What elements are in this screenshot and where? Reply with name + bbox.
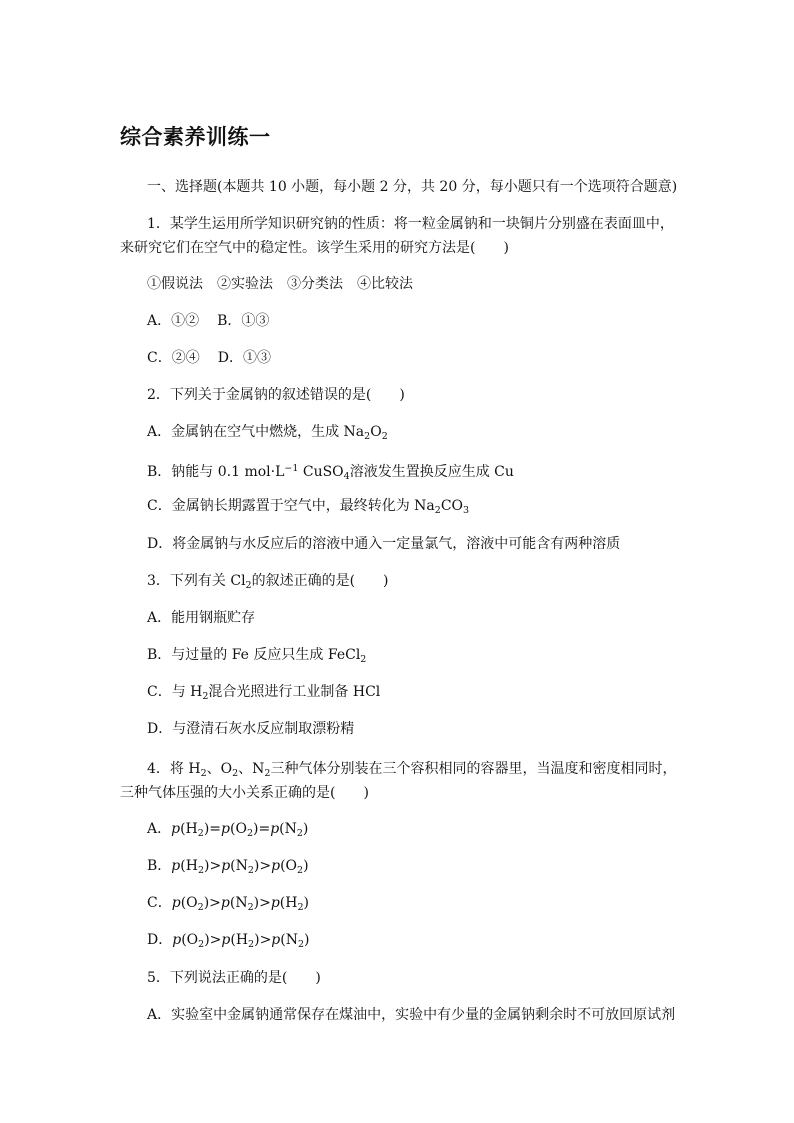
q2-option-d: D．将金属钠与水反应后的溶液中通入一定量氯气，溶液中可能含有两种溶质: [147, 536, 621, 552]
q2-option-b: B．钠能与 0.1 $mol\cdot L^{-1}$ CuSO$_4$溶液发生置换反应生成 Cu: [147, 463, 514, 482]
q1-option-b: B．①③: [217, 313, 270, 329]
page-title: 综合素养训练一: [120, 125, 271, 149]
q1-methods: ①假说法 ②实验法 ③分类法 ④比较法: [147, 276, 413, 292]
q3-option-b: B．与过量的 Fe 反应只生成 FeCl$_2$: [147, 647, 367, 665]
q1-option-a: A．①②: [147, 313, 200, 329]
q2-option-c: C．金属钠长期露置于空气中，最终转化为 $Na_2CO_3$: [147, 498, 470, 516]
section-heading: 一、选择题(本题共 10 小题，每小题 2 分，共 20 分，每小题只有一个选项符合题意): [147, 179, 678, 195]
q1-options-ab: [147, 310, 269, 332]
q4-stem-line1: 4．将 $H_2$、$O_2$、$N_2$三种气体分别装在三个容积相同的容器里，当温度和密度相同时，: [147, 761, 677, 779]
q1-stem-line2: 来研究它们在空气中的稳定性。该学生采用的研究方法是( ): [120, 240, 509, 256]
q4-option-d: D．$p(O_2)>p(H_2)>p(N_2)$: [147, 932, 310, 950]
q3-option-c: C．与 $H_2$混合光照进行工业制备 HCl: [147, 684, 381, 702]
q1-stem-line1: 1．某学生运用所学知识研究钠的性质：将一粒金属钠和一块铜片分别盛在表面皿中，: [147, 216, 674, 232]
q5-option-a: A．实验室中金属钠通常保存在煤油中，实验中有少量的金属钠剩余时不可放回原试剂: [147, 1007, 676, 1023]
q3-option-d: D．与澄清石灰水反应制取漂粉精: [147, 721, 355, 737]
q3-option-a: A．能用钢瓶贮存: [147, 610, 256, 626]
q1-option-c: C．②④: [147, 350, 200, 366]
q2-stem: 2．下列关于金属钠的叙述错误的是( ): [147, 387, 405, 403]
q3-stem: 3．下列有关 $Cl_2$的叙述正确的是( ): [147, 573, 389, 591]
q4-option-a: A．$p(H_2)=p(O_2)=p(N_2)$: [147, 821, 309, 839]
q1-option-d: D．①③: [217, 350, 271, 366]
q2-option-a: A．金属钠在空气中燃烧，生成 $Na_2O_2$: [147, 424, 388, 442]
q4-stem-line2: 三种气体压强的大小关系正确的是( ): [120, 785, 369, 801]
q5-stem: 5．下列说法正确的是( ): [147, 970, 321, 986]
q1-options-cd: [147, 347, 271, 369]
q4-option-b: B．$p(H_2)>p(N_2)>p(O_2)$: [147, 858, 309, 876]
q4-option-c: C．$p(O_2)>p(N_2)>p(H_2)$: [147, 895, 309, 913]
